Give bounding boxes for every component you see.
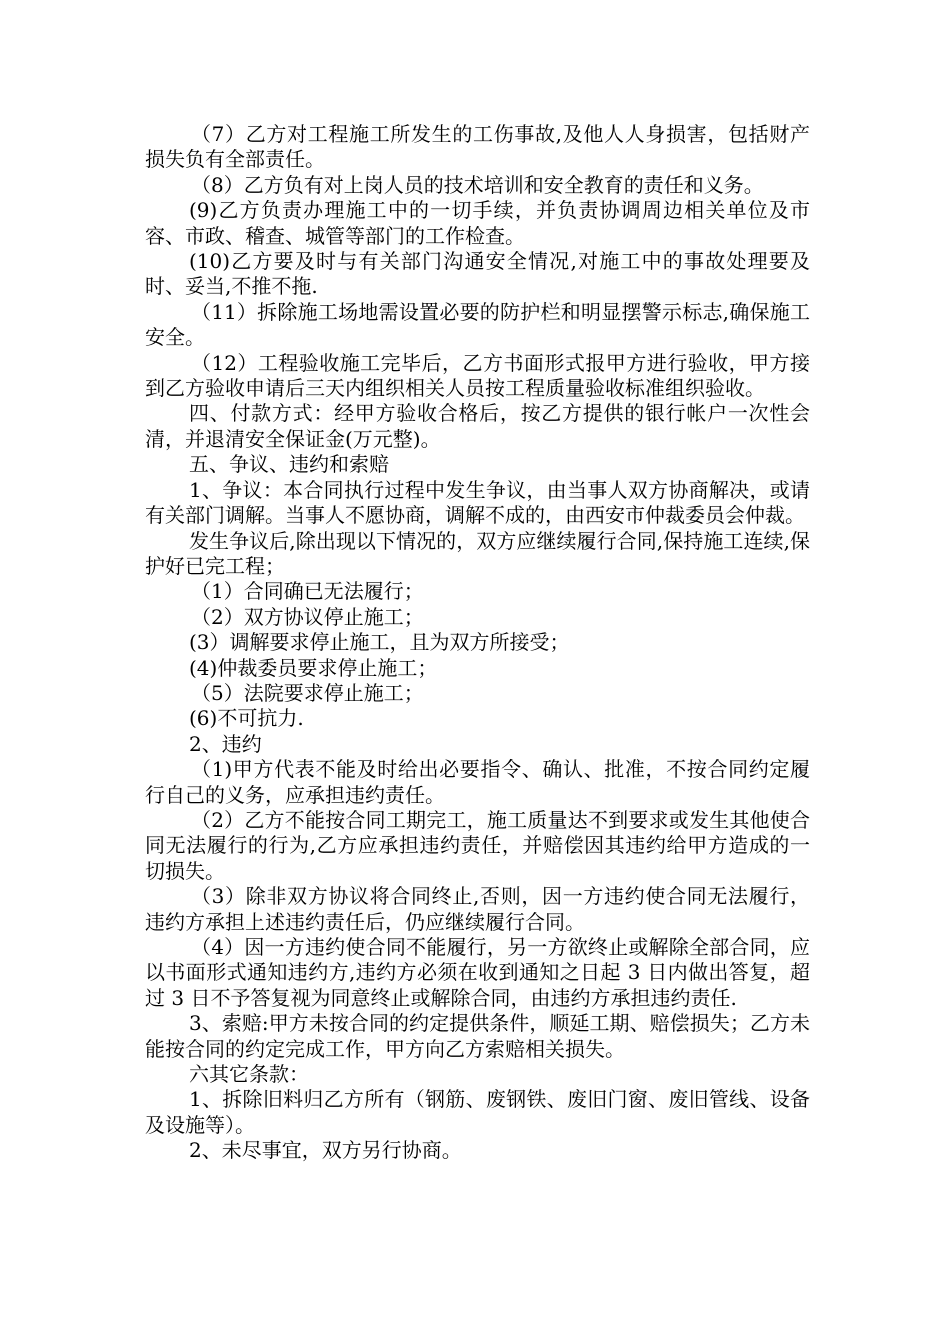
contract-paragraph: 2、违约 <box>189 731 262 756</box>
contract-paragraph: （7）乙方对工程施工所发生的工伤事故,及他人人身损害，包括财产损失负有全部责任。 <box>145 122 810 172</box>
contract-paragraph: 1、争议：本合同执行过程中发生争议，由当事人双方协商解决，或请有关部门调解。当事人不愿协商，调解不成的，由西安市仲裁委员会仲裁。 <box>145 477 810 528</box>
contract-paragraph: 五、争议、违约和索赔 <box>189 452 389 477</box>
contract-paragraph: （1)甲方代表不能及时给出必要指令、确认、批准，不按合同约定履行自己的义务，应承担违约责任。 <box>145 757 810 807</box>
contract-paragraph: （4）因一方违约使合同不能履行，另一方欲终止或解除全部合同，应以书面形式通知违约方,违约方必须在收到通知之日起 3 日内做出答复，超过 3 日不予答复视为同意终止或解除合同，由违约方承担违约责任. <box>145 935 810 1010</box>
contract-paragraph: (6)不可抗力. <box>189 706 304 731</box>
contract-paragraph: 1、拆除旧料归乙方所有（钢筋、废钢铁、废旧门窗、废旧管线、设备及设施等）。 <box>145 1087 810 1137</box>
contract-paragraph: (10)乙方要及时与有关部门沟通安全情况,对施工中的事故处理要及时、妥当,不推不拖. <box>145 249 810 299</box>
contract-paragraph: （3）除非双方协议将合同终止,否则，因一方违约使合同无法履行，违约方承担上述违约责任后，仍应继续履行合同。 <box>145 884 810 934</box>
contract-paragraph: （11）拆除施工场地需设置必要的防护栏和明显摆警示标志,确保施工安全。 <box>145 299 810 350</box>
contract-paragraph: (3）调解要求停止施工，且为双方所接受； <box>189 630 570 655</box>
contract-paragraph: （12）工程验收施工完毕后，乙方书面形式报甲方进行验收，甲方接到乙方验收申请后三天内组织相关人员按工程质量验收标准组织验收。 <box>145 350 810 401</box>
contract-paragraph: （5）法院要求停止施工； <box>191 680 424 705</box>
contract-paragraph: (9)乙方负责办理施工中的一切手续，并负责协调周边相关单位及市容、市政、稽查、城管等部门的工作检查。 <box>145 198 810 248</box>
contract-paragraph: 3、索赔:甲方未按合同的约定提供条件，顺延工期、赔偿损失；乙方未能按合同的约定完成工作，甲方向乙方索赔相关损失。 <box>145 1011 810 1061</box>
contract-paragraph: 2、未尽事宜，双方另行协商。 <box>189 1138 462 1163</box>
document-page <box>145 122 810 1164</box>
contract-paragraph: （1）合同确已无法履行； <box>191 579 424 604</box>
contract-paragraph: （2）乙方不能按合同工期完工，施工质量达不到要求或发生其他使合同无法履行的行为,乙方应承担违约责任，并赔偿因其违约给甲方造成的一切损失。 <box>145 807 810 883</box>
contract-paragraph: 发生争议后,除出现以下情况的，双方应继续履行合同,保持施工连续,保护好已完工程； <box>145 528 810 578</box>
contract-paragraph: (4)仲裁委员要求停止施工； <box>189 655 438 680</box>
contract-paragraph: （8）乙方负有对上岗人员的技术培训和安全教育的责任和义务。 <box>191 172 764 197</box>
contract-paragraph: 六其它条款： <box>189 1062 309 1087</box>
contract-paragraph: 四、付款方式：经甲方验收合格后，按乙方提供的银行帐户一次性会清，并退清安全保证金(万元整)。 <box>145 401 810 451</box>
contract-paragraph: （2）双方协议停止施工； <box>191 604 424 629</box>
